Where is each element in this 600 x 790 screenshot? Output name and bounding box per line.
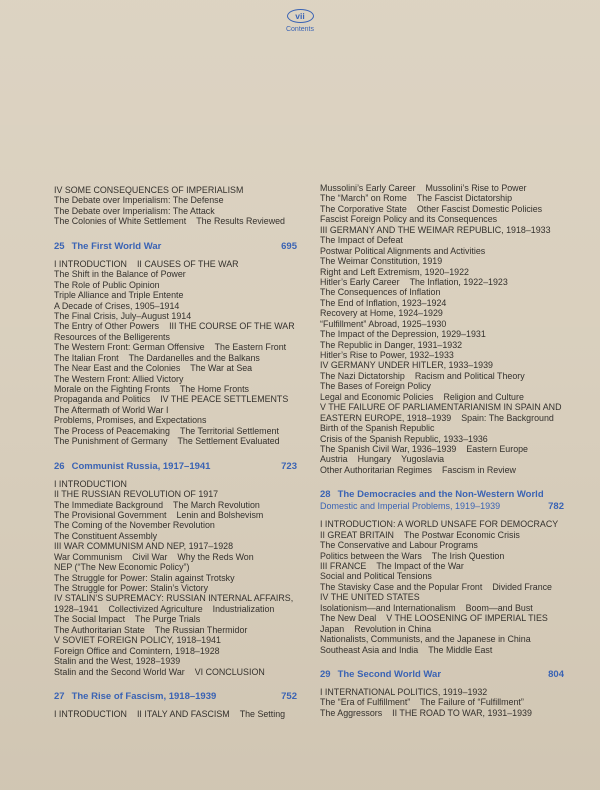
toc-line <box>54 656 297 666</box>
toc-line <box>320 371 564 381</box>
toc-entry: The “March” on Rome <box>320 193 407 204</box>
toc-line <box>54 185 297 195</box>
toc-line <box>54 206 297 216</box>
toc-entry: The Inflation, 1922–1923 <box>409 276 508 287</box>
chapter-title-row <box>54 241 297 252</box>
toc-line <box>320 444 564 454</box>
toc-line <box>54 342 297 352</box>
toc-line <box>320 360 564 370</box>
chapter-number: 26 <box>54 460 65 472</box>
chapter-number: 29 <box>320 668 331 680</box>
toc-entry: II GREAT BRITAIN <box>320 529 394 540</box>
toc-line <box>54 363 297 373</box>
toc-entry: A Decade of Crises, 1905–1914 <box>54 300 180 311</box>
toc-entry: III THE COURSE OF THE WAR <box>169 321 295 332</box>
toc-line <box>54 500 297 510</box>
toc-entry: The Western Front: Allied Victory <box>54 373 184 384</box>
toc-entry: The Bases of Foreign Policy <box>320 381 431 392</box>
toc-entry: 1928–1941 <box>54 603 99 614</box>
toc-entry: The Debate over Imperialism: The Attack <box>54 205 215 216</box>
toc-line <box>320 329 564 339</box>
toc-entry: The Middle East <box>428 644 493 655</box>
toc-line <box>54 384 297 394</box>
chapter-heading <box>54 241 297 252</box>
chapter-number: 27 <box>54 690 65 702</box>
toc-entry: Stalin and the West, 1928–1939 <box>54 656 181 667</box>
page-header <box>0 6 600 34</box>
toc-line <box>320 571 564 581</box>
toc-entry: Boom—and Bust <box>465 602 533 613</box>
chapter-subtitle: Domestic and Imperial Problems, 1919–1939 <box>320 501 501 512</box>
toc-entry: V THE FAILURE OF PARLIAMENTARIANISM IN SPAIN AND <box>320 402 562 413</box>
toc-entry: The Social Impact <box>54 614 126 625</box>
toc-line <box>54 625 297 635</box>
toc-entry: Nationalists, Communists, and the Japanese in China <box>320 634 531 645</box>
toc-entry: The Weimar Constitution, 1919 <box>320 256 443 267</box>
toc-entry: The Immediate Background <box>54 499 164 510</box>
toc-line <box>320 465 564 475</box>
toc-entry: Postwar Political Alignments and Activities <box>320 245 486 256</box>
toc-entry: Other Fascist Domestic Policies <box>416 203 543 214</box>
toc-entry: The Provisional Government <box>54 509 167 520</box>
chapter-title-row <box>54 691 297 702</box>
chapter-heading <box>320 669 564 680</box>
toc-line <box>320 246 564 256</box>
toc-line <box>54 332 297 342</box>
chapter-page-number: 695 <box>281 240 297 252</box>
toc-entry: Other Authoritarian Regimes <box>320 464 432 475</box>
toc-entry: Politics between the Wars <box>320 550 422 561</box>
toc-entry: The Impact of the Depression, 1929–1931 <box>320 329 486 340</box>
chapter-title: The Democracies and the Non-Western World <box>337 489 544 501</box>
toc-entry: Foreign Office and Comintern, 1918–1928 <box>54 645 220 656</box>
toc-line <box>320 519 564 529</box>
toc-line <box>54 583 297 593</box>
toc-line <box>54 301 297 311</box>
toc-line <box>54 269 297 279</box>
toc-entry: Divided France <box>492 581 552 592</box>
toc-entry: Eastern Europe <box>466 443 528 454</box>
chapter-number: 28 <box>320 489 331 501</box>
toc-entry: Triple Alliance and Triple Entente <box>54 290 184 301</box>
toc-entry: The Role of Public Opinion <box>54 279 160 290</box>
toc-line <box>320 402 564 412</box>
toc-entry: Isolationism—and Internationalism <box>320 602 456 613</box>
toc-line <box>320 708 564 718</box>
toc-line <box>320 214 564 224</box>
toc-entry: Yugoslavia <box>401 454 445 465</box>
toc-entry: The Coming of the November Revolution <box>54 520 215 531</box>
toc-entry: NEP (“The New Economic Policy”) <box>54 562 190 573</box>
toc-entry: V SOVIET FOREIGN POLICY, 1918–1941 <box>54 635 221 646</box>
toc-entry: The Failure of “Fulfillment” <box>420 697 524 708</box>
toc-line <box>54 635 297 645</box>
toc-line <box>320 319 564 329</box>
toc-entry: Spain: The Background <box>461 412 554 423</box>
toc-entry: II THE ROAD TO WAR, 1931–1939 <box>392 707 532 718</box>
toc-line <box>320 308 564 318</box>
toc-entry: The Nazi Dictatorship <box>320 370 405 381</box>
toc-entry: The Constituent Assembly <box>54 530 158 541</box>
toc-line <box>320 204 564 214</box>
toc-entry: IV SOME CONSEQUENCES OF IMPERIALISM <box>54 185 244 195</box>
toc-line <box>54 479 297 489</box>
toc-line <box>320 350 564 360</box>
page-number: vii <box>295 11 305 21</box>
toc-entry: II THE RUSSIAN REVOLUTION OF 1917 <box>54 489 219 500</box>
toc-line <box>54 510 297 520</box>
toc-entry: Austria <box>320 454 348 465</box>
toc-entry: Legal and Economic Policies <box>320 391 434 402</box>
chapter-title-row <box>54 461 297 472</box>
toc-column-left <box>54 185 297 719</box>
toc-line <box>320 392 564 402</box>
toc-entry: The End of Inflation, 1923–1924 <box>320 297 447 308</box>
toc-entry: I INTRODUCTION <box>54 478 127 489</box>
toc-entry: IV GERMANY UNDER HITLER, 1933–1939 <box>320 360 493 371</box>
chapter-title: Communist Russia, 1917–1941 <box>71 460 211 472</box>
toc-entry: The Punishment of Germany <box>54 436 168 447</box>
toc-entry: Industrialization <box>212 603 275 614</box>
toc-entry: The Eastern Front <box>214 342 287 353</box>
toc-entry: The Entry of Other Powers <box>54 321 160 332</box>
toc-entry: VI CONCLUSION <box>194 666 265 677</box>
toc-entry: Southeast Asia and India <box>320 644 419 655</box>
toc-line <box>320 624 564 634</box>
toc-line <box>320 423 564 433</box>
toc-line <box>54 415 297 425</box>
toc-line <box>320 235 564 245</box>
toc-entry: I INTRODUCTION: A WORLD UNSAFE FOR DEMOCRACY <box>320 519 559 530</box>
toc-line <box>54 646 297 656</box>
toc-entry: The New Deal <box>320 613 377 624</box>
continued-entries <box>54 185 297 227</box>
toc-entry: I INTERNATIONAL POLITICS, 1919–1932 <box>320 686 488 697</box>
chapter-block <box>320 489 564 655</box>
toc-entry: The “Era of Fulfillment” <box>320 697 411 708</box>
toc-entry: The Struggle for Power: Stalin against Trotsky <box>54 572 235 583</box>
toc-entry: Racism and Political Theory <box>414 370 525 381</box>
toc-line <box>320 540 564 550</box>
toc-entry: The Aftermath of World War I <box>54 404 169 415</box>
toc-entry: V THE LOOSENING OF IMPERIAL TIES <box>386 613 548 624</box>
toc-line <box>54 311 297 321</box>
toc-line <box>54 290 297 300</box>
chapter-page-number: 804 <box>548 668 564 680</box>
toc-line <box>320 225 564 235</box>
toc-entry: IV THE PEACE SETTLEMENTS <box>160 394 289 405</box>
toc-entry: Mussolini’s Rise to Power <box>425 183 527 193</box>
toc-entry: The Process of Peacemaking <box>54 425 170 436</box>
toc-entry: The Debate over Imperialism: The Defense <box>54 195 224 206</box>
toc-line <box>320 634 564 644</box>
toc-entry: The Impact of the War <box>376 561 464 571</box>
toc-entry: III WAR COMMUNISM AND NEP, 1917–1928 <box>54 541 234 552</box>
toc-line <box>320 340 564 350</box>
chapter-block <box>54 691 297 719</box>
toc-line <box>320 551 564 561</box>
toc-line <box>54 709 297 719</box>
toc-line <box>54 614 297 624</box>
toc-entry: The Settlement Evaluated <box>177 436 280 447</box>
toc-line <box>320 413 564 423</box>
toc-entry: EASTERN EUROPE, 1918–1939 <box>320 412 452 423</box>
chapter-title: The Rise of Fascism, 1918–1939 <box>71 690 217 702</box>
chapter-title: The Second World War <box>337 668 442 680</box>
toc-entry: The Corporative State <box>320 203 407 214</box>
section-label: Contents <box>285 26 315 33</box>
toc-entry: The Postwar Economic Crisis <box>403 529 520 540</box>
toc-entry: Japan <box>320 623 345 634</box>
toc-entry: III FRANCE <box>320 561 367 571</box>
toc-entry: Crisis of the Spanish Republic, 1933–1936 <box>320 433 488 444</box>
toc-entry: The Aggressors <box>320 707 383 718</box>
toc-entry: The Irish Question <box>431 550 505 561</box>
toc-line <box>54 374 297 384</box>
toc-entry: Hungary <box>357 454 392 465</box>
toc-entry: The Colonies of White Settlement <box>54 216 187 227</box>
toc-entry: I INTRODUCTION <box>54 708 127 719</box>
toc-entry: The Conservative and Labour Programs <box>320 540 478 551</box>
toc-entry: Revolution in China <box>354 623 432 634</box>
toc-line <box>54 552 297 562</box>
toc-entry: Problems, Promises, and Expectations <box>54 415 207 426</box>
toc-entry: The Purge Trials <box>135 614 201 625</box>
page-number-badge <box>287 9 314 23</box>
toc-line <box>54 489 297 499</box>
toc-entry: The Struggle for Power: Stalin’s Victory <box>54 583 209 593</box>
toc-entry: Morale on the Fighting Fronts <box>54 384 170 394</box>
chapter-title: The First World War <box>71 240 162 252</box>
toc-entry: The Impact of Defeat <box>320 235 403 246</box>
toc-entry: Propaganda and Politics <box>54 394 151 405</box>
toc-entry: IV THE UNITED STATES <box>320 592 420 603</box>
toc-line <box>320 697 564 707</box>
toc-line <box>320 530 564 540</box>
toc-entry: The Dardanelles and the Balkans <box>128 352 260 363</box>
chapter-page-number: 752 <box>281 690 297 702</box>
toc-line <box>320 287 564 297</box>
toc-line <box>54 259 297 269</box>
toc-entry: Why the Reds Won <box>177 551 254 562</box>
toc-line <box>54 280 297 290</box>
toc-entry: Resources of the Belligerents <box>54 331 170 342</box>
toc-line <box>320 582 564 592</box>
toc-line <box>320 298 564 308</box>
toc-entry: The Spanish Civil War, 1936–1939 <box>320 443 457 454</box>
chapter-title-row <box>320 669 564 680</box>
toc-line <box>320 193 564 203</box>
toc-line <box>54 394 297 404</box>
toc-line <box>54 531 297 541</box>
toc-entry: Hitler’s Rise to Power, 1932–1933 <box>320 350 454 360</box>
toc-line <box>54 195 297 205</box>
toc-line <box>320 687 564 697</box>
chapter-heading <box>54 461 297 472</box>
toc-entry: War Communism <box>54 551 123 562</box>
toc-entry: The Home Fronts <box>179 384 249 394</box>
toc-entry: Recovery at Home, 1924–1929 <box>320 308 443 319</box>
toc-entry: “Fulfillment” Abroad, 1925–1930 <box>320 318 447 329</box>
chapter-page-number: 723 <box>281 460 297 472</box>
toc-line <box>54 436 297 446</box>
toc-entry: The Italian Front <box>54 352 119 363</box>
chapter-heading <box>54 691 297 702</box>
chapter-block <box>320 669 564 718</box>
toc-entry: Social and Political Tensions <box>320 571 432 582</box>
toc-entry: The Russian Thermidor <box>154 624 248 635</box>
chapter-number: 25 <box>54 240 65 252</box>
toc-entry: The Results Reviewed <box>196 216 285 227</box>
toc-line <box>320 454 564 464</box>
toc-line <box>54 426 297 436</box>
toc-entry: I INTRODUCTION <box>54 258 127 269</box>
toc-entry: The Near East and the Colonies <box>54 363 181 374</box>
toc-line <box>54 520 297 530</box>
toc-entry: The March Revolution <box>173 499 260 510</box>
toc-entry: The Authoritarian State <box>54 624 145 635</box>
toc-entry: Fascist Foreign Policy and its Consequences <box>320 214 498 225</box>
toc-entry: Fascism in Review <box>441 464 516 475</box>
toc-entry: Collectivized Agriculture <box>108 603 203 614</box>
toc-entry: Mussolini’s Early Career <box>320 183 416 193</box>
toc-entry: Hitler’s Early Career <box>320 276 400 287</box>
toc-line <box>320 381 564 391</box>
toc-entry: The Republic in Danger, 1931–1932 <box>320 339 463 350</box>
toc-line <box>54 667 297 677</box>
toc-line <box>54 216 297 226</box>
chapter-title-row <box>320 489 564 500</box>
toc-entry: The Setting <box>239 708 286 719</box>
toc-entry: The Fascist Dictatorship <box>416 193 513 204</box>
toc-entry: The Stavisky Case and the Popular Front <box>320 581 483 592</box>
continued-entries <box>320 183 564 475</box>
toc-entry: III GERMANY AND THE WEIMAR REPUBLIC, 1918–1933 <box>320 224 551 235</box>
toc-entry: Birth of the Spanish Republic <box>320 423 435 434</box>
toc-entry: The Western Front: German Offensive <box>54 342 205 353</box>
toc-line <box>320 256 564 266</box>
toc-line <box>320 267 564 277</box>
chapter-page-number: 782 <box>548 501 564 513</box>
toc-entry: Right and Left Extremism, 1920–1922 <box>320 266 469 277</box>
toc-entry: The War at Sea <box>190 363 253 374</box>
toc-entry: The Territorial Settlement <box>179 425 279 436</box>
toc-line <box>54 604 297 614</box>
toc-line <box>54 593 297 603</box>
toc-entry: The Shift in the Balance of Power <box>54 269 186 280</box>
toc-entry: II ITALY AND FASCISM <box>136 708 230 719</box>
toc-entry: II CAUSES OF THE WAR <box>136 258 239 269</box>
toc-line <box>54 405 297 415</box>
toc-line <box>320 434 564 444</box>
chapter-block <box>54 241 297 447</box>
chapter-subtitle-row <box>320 501 564 512</box>
toc-line <box>320 645 564 655</box>
chapter-block <box>54 461 297 677</box>
toc-entry: The Final Crisis, July–August 1914 <box>54 310 192 321</box>
toc-entry: The Consequences of Inflation <box>320 287 441 298</box>
toc-line <box>54 573 297 583</box>
toc-line <box>320 277 564 287</box>
toc-line <box>320 592 564 602</box>
toc-line <box>320 561 564 571</box>
toc-line <box>320 603 564 613</box>
toc-line <box>54 562 297 572</box>
toc-line <box>320 183 564 193</box>
toc-entry: Civil War <box>132 551 168 562</box>
toc-entry: IV STALIN’S SUPREMACY: RUSSIAN INTERNAL AFFAIRS, <box>54 593 294 604</box>
toc-line <box>54 541 297 551</box>
toc-entry: Stalin and the Second World War <box>54 666 185 677</box>
toc-line <box>54 321 297 331</box>
toc-line <box>54 353 297 363</box>
chapter-heading <box>320 489 564 512</box>
toc-column-right <box>320 183 564 718</box>
toc-line <box>320 613 564 623</box>
toc-entry: Religion and Culture <box>443 391 524 402</box>
toc-entry: Lenin and Bolshevism <box>176 509 264 520</box>
